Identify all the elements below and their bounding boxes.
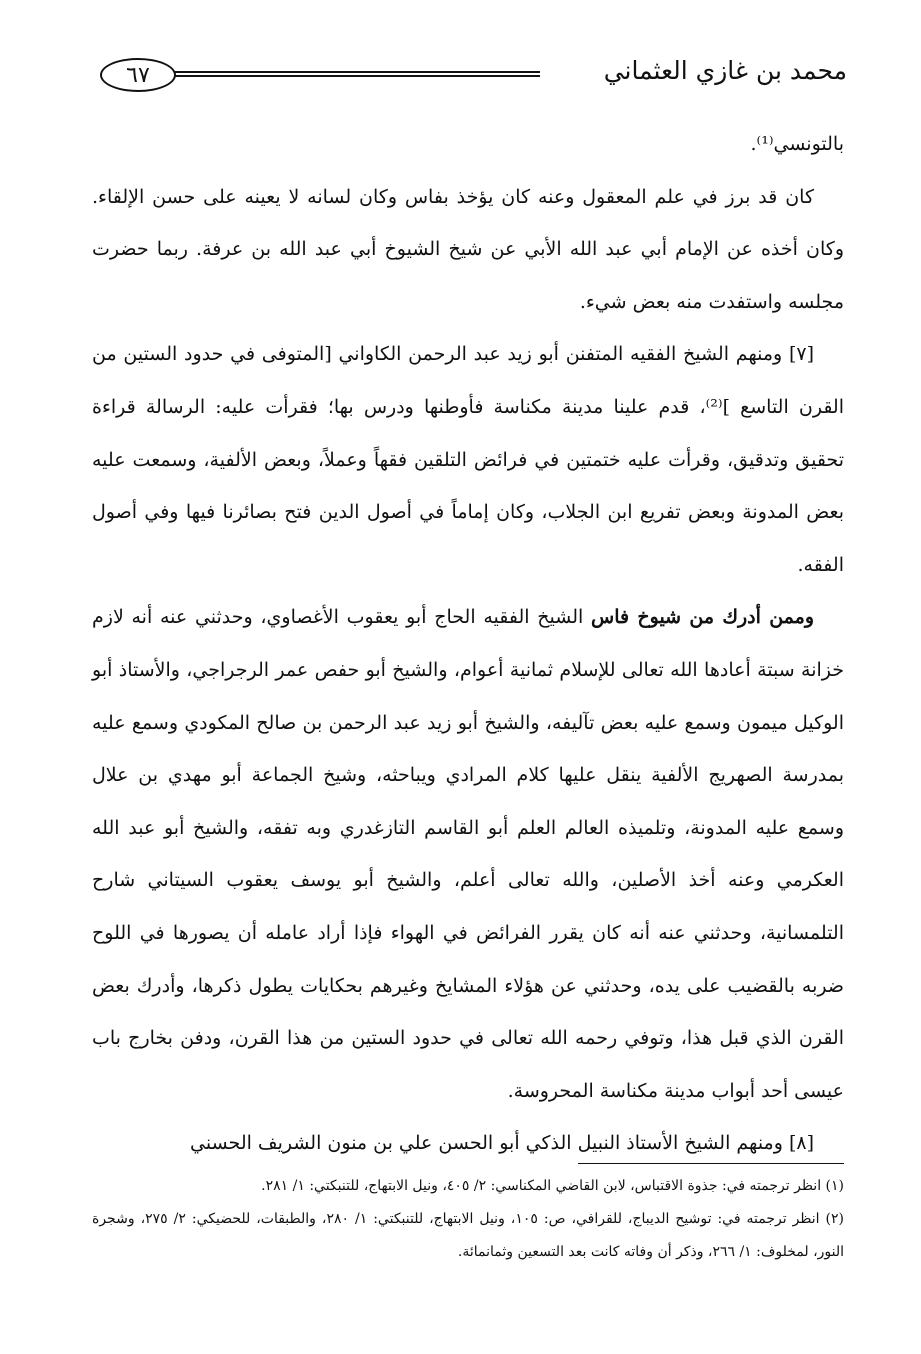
paragraph-3: [٧] ومنهم الشيخ الفقيه المتفنن أبو زيد عبد الرحمن الكاواني [المتوفى في حدود الستين من القرن التاسع ]⁽²⁾، قدم علينا مدينة مكناسة فأوطنها ودرس بها؛ فقرأت عليه: الرسالة قراءة تحقيق وتدقيق، وقرأت عليه ختمتين في فرائض التلقين فقهاً وعملاً، وبعض الألفية، وسمعت عليه بعض المدونة وبعض تفريع ابن الجلاب، وكان إماماً في أصول الدين فتح بصائرنا فيها وفي أصول الفقه. [92, 343, 844, 576]
footnote-1: (١) انظر ترجمته في: جذوة الاقتباس، لابن القاضي المكناسي: ٢/ ٤٠٥، ونيل الابتهاج، للتنبكتي: ١/ ٢٨١. [261, 1178, 844, 1194]
footnote-separator [578, 1163, 844, 1164]
main-text [92, 118, 844, 1170]
paragraph-4 [92, 591, 844, 1117]
paragraph-4-lead: وممن أدرك من شيوخ فاس [591, 606, 814, 629]
paragraph-4-text: الشيخ الفقيه الحاج أبو يعقوب الأغصاوي، وحدثني عنه أنه لازم خزانة سبتة أعادها الله تعالى للإسلام ثمانية أعوام، والشيخ أبو حفص عمر الرجراجي، والأستاذ أبو الوكيل ميمون وسمع عليه بعض تآليفه، والشيخ أبو زيد عبد الرحمن بن صالح المكودي وسمع عليه بمدرسة الصهريج الألفية ينقل عليها كلام المرادي ويباحثه، وشيخ الجماعة أبو مهدي بن علال وسمع عليه المدونة، وتلميذه العالم العلم أبو القاسم التازغدري وبه تفقه، والشيخ أبو عبد الله العكرمي وعنه أخذ الأصلين، والله تعالى أعلم، والشيخ أبو يوسف يعقوب السيتاني شارح التلمسانية، وحدثني عنه أنه كان يقرر الفرائض في الهواء فإذا أراد عامله أن يصورها في اللوح ضربه بالقضيب على يده، وحدثني عن هؤلاء المشايخ وغيرهم بحكايات يطول ذكرها، وأدرك بعض القرن الذي قبل هذا، وتوفي رحمه الله تعالى في حدود الستين من هذا القرن، ودفن بخارج باب عيسى أحد أبواب مدينة مكناسة المحروسة. [92, 606, 844, 1102]
footnote-2: (٢) انظر ترجمته في: توشيح الديباج، للقرافي، ص: ١٠٥، ونيل الابتهاج، للتنبكتي: ١/ ٢٨٠، والطبقات، للحضيكي: ٢/ ٢٧٥، وشجرة النور، لمخلوف: ١/ ٢٦٦، وذكر أن وفاته كانت بعد التسعين وثمانمائة. [92, 1211, 845, 1260]
running-title: محمد بن غازي العثماني [603, 56, 847, 85]
page-number-text: ٦٧ [126, 62, 150, 88]
header-rule [174, 71, 540, 77]
paragraph-2: كان قد برز في علم المعقول وعنه كان يؤخذ بفاس وكان لسانه لا يعينه على حسن الإلقاء. وكان أخذه عن الإمام أبي عبد الله الأبي عن شيخ الشيوخ أبي عبد الله بن عرفة. ربما حضرت مجلسه واستفدت منه بعض شيء. [92, 185, 844, 313]
footnotes [92, 1170, 844, 1269]
paragraph-1: بالتونسي⁽¹⁾. [750, 133, 844, 155]
paragraph-5: [٨] ومنهم الشيخ الأستاذ النبيل الذكي أبو الحسن علي بن منون الشريف الحسني [190, 1132, 814, 1155]
page-header [92, 52, 847, 108]
page-number [100, 58, 176, 92]
